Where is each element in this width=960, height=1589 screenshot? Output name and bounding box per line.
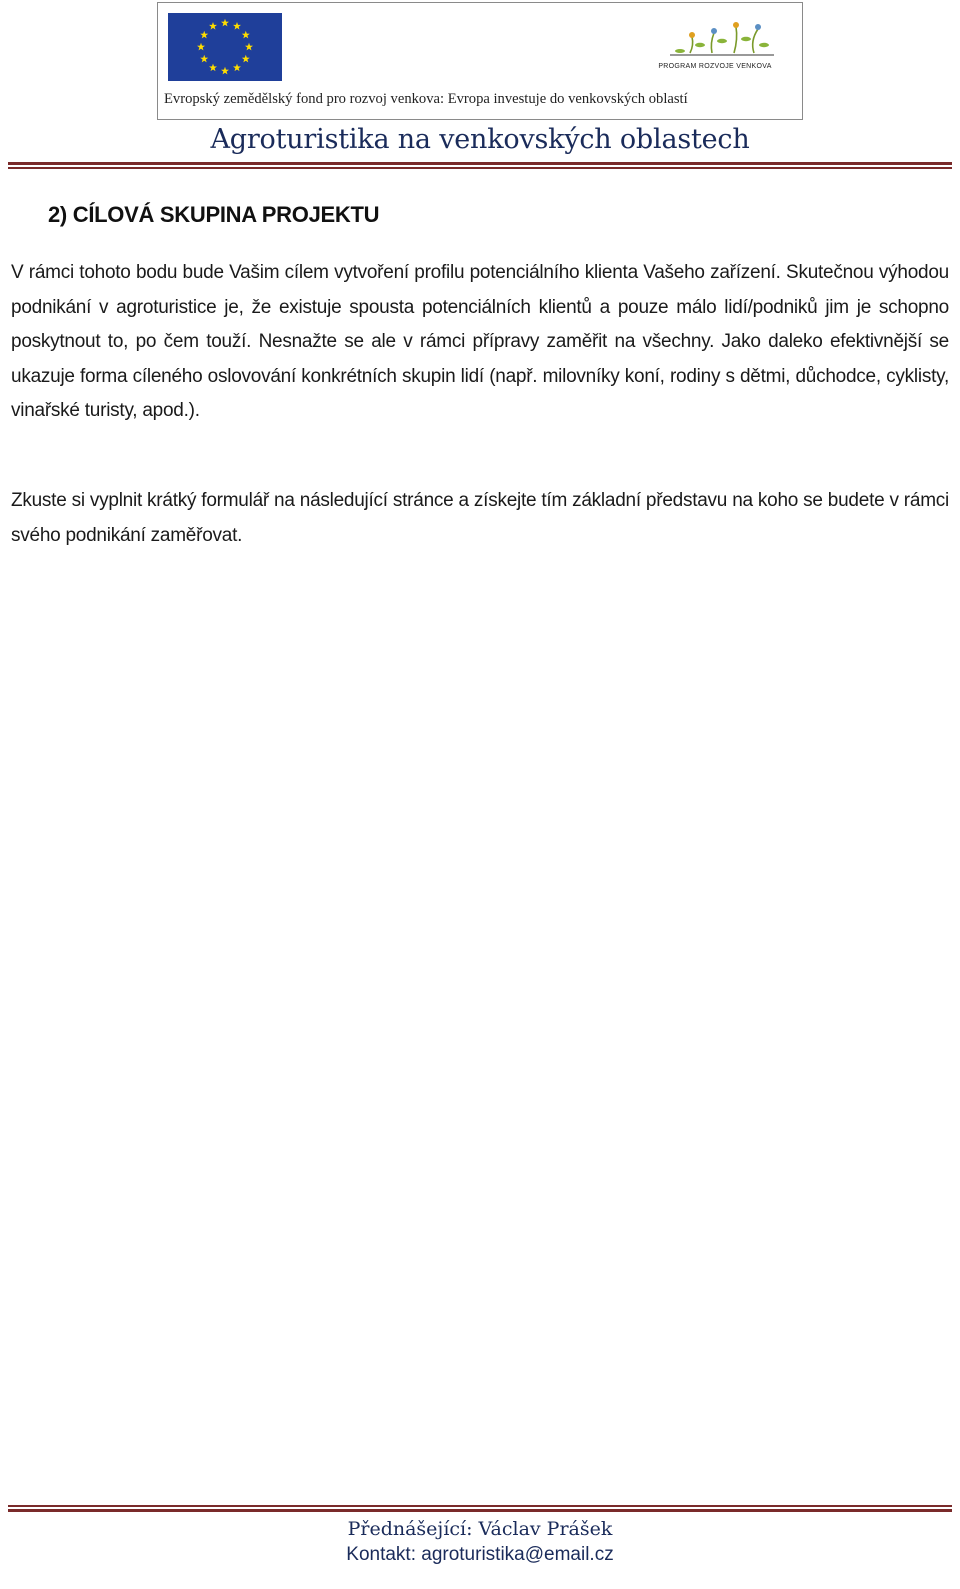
header-rule-thin xyxy=(8,167,952,169)
program-logo xyxy=(650,17,780,77)
paragraph: Zkuste si vyplnit krátký formulář na následující stránce a získejte tím základní představu na koho se budete v rámci svého podnikání zaměřovat. xyxy=(11,490,949,546)
document-title: Agroturistika na venkovských oblastech xyxy=(210,124,750,155)
footer-lecturer: Přednášející: Václav Prášek xyxy=(347,1518,613,1540)
program-logo-text: PROGRAM ROZVOJE VENKOVA xyxy=(658,63,772,70)
footer-contact: Kontakt: agroturistika@email.cz xyxy=(346,1544,614,1565)
paragraph: V rámci tohoto bodu bude Vašim cílem vytvoření profilu potenciálního klienta Vašeho zařízení. Skutečnou výhodou podnikání v agroturistice je, že existuje spousta potenciálních klientů a pouze málo lidí/podniků jim je schopno poskytnout to, po čem touží. Nesnažte se ale v rámci přípravy zaměřit na všechny. Jako daleko efektivnější se ukazuje forma cíleného oslovování konkrétních skupin lidí (např. milovníky koní, rodiny s dětmi, důchodce, cyklisty, vinařské turisty, apod.). xyxy=(11,262,949,422)
banner-caption: Evropský zemědělský fond pro rozvoj venkova: Evropa investuje do venkovských oblastí xyxy=(164,91,688,107)
section-heading: 2) CÍLOVÁ SKUPINA PROJEKTU xyxy=(48,202,380,227)
footer-rule xyxy=(8,1509,952,1512)
header-rule xyxy=(8,162,952,165)
header-banner xyxy=(157,2,803,120)
eu-flag-icon xyxy=(168,13,282,81)
footer-rule-thin xyxy=(8,1505,952,1507)
program-logo-icon xyxy=(650,17,780,61)
